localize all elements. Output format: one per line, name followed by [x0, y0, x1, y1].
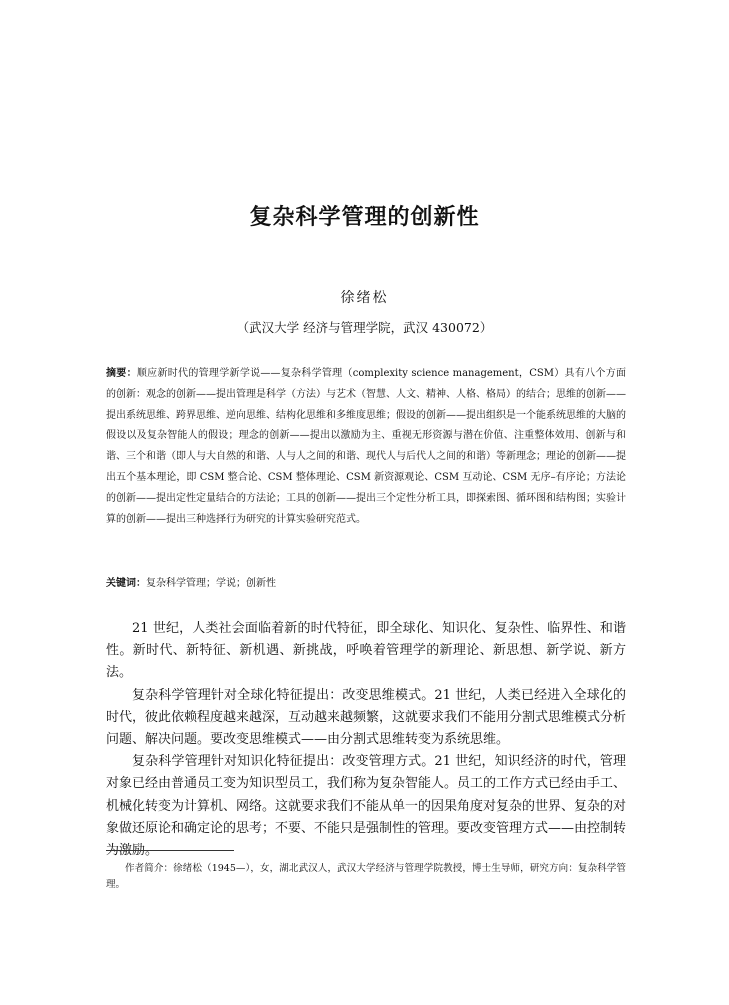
paper-title: 复杂科学管理的创新性	[249, 204, 480, 230]
author-footnote: 作者简介：徐绪松（1945—），女，湖北武汉人，武汉大学经济与管理学院教授，博士生导师，研究方向：复杂科学管理。	[106, 863, 626, 890]
abstract-label: 摘要：	[106, 368, 137, 379]
abstract-text: 顺应新时代的管理学新学说——复杂科学管理（complexity science management，CSM）具有八个方面的创新：观念的创新——提出管理是科学（方法）与艺术（智慧、人文、精神、人格、格局）的结合；思维的创新——提出系统思维、跨界思维、逆向思维、结构化思维和多维度思维；假设的创新——提出组织是一个能系统思维的大脑的假设以及复杂智能人的假设；理念的创新——提出以激励为主、重视无形资源与潜在价值、注重整体效用、创新与和谐、三个和谐（即人与大自然的和谐、人与人之间的和谐、现代人与后代人之间的和谐）等新理念；理论的创新——提出五个基本理论，即 CSM 整合论、CSM 整体理论、CSM 新资源观论、CSM 互动论、CSM 无序–有序论；方法论的创新——提出定性定量结合的方法论；工具的创新——提出三个定性分析工具，即探索图、循环图和结构图；实验计算的创新——提出三种选择行为研究的计算实验研究范式。	[106, 368, 627, 525]
author-name: 徐绪松	[340, 290, 389, 306]
body-text	[106, 618, 626, 862]
paragraph: 21 世纪，人类社会面临着新的时代特征，即全球化、知识化、复杂性、临界性、和谐性。新时代、新特征、新机遇、新挑战，呼唤着管理学的新理论、新思想、新学说、新方法。	[106, 621, 626, 681]
paragraph: 复杂科学管理针对全球化特征提出：改变思维模式。21 世纪，人类已经进入全球化的时代，彼此依赖程度越来越深，互动越来越频繁，这就要求我们不能用分割式思维模式分析问题、解决问题。要改变思维模式——由分割式思维转变为系统思维。	[106, 687, 627, 748]
paragraph: 复杂科学管理针对知识化特征提出：改变管理方式。21 世纪，知识经济的时代，管理对象已经由普通员工变为知识型员工，我们称为复杂智能人。员工的工作方式已经由手工、机械化转变为计算机、网络。这就要求我们不能从单一的因果角度对复杂的世界、复杂的对象做还原论和确定论的思考；不要、不能只是强制性的管理。要改变管理方式——由控制转为激励。	[106, 754, 627, 859]
keywords-label: 关键词：	[106, 578, 146, 589]
footnote-divider	[106, 850, 234, 851]
keywords-text: 复杂科学管理；学说；创新性	[146, 578, 276, 589]
keywords	[106, 576, 626, 592]
abstract	[106, 364, 626, 530]
author-affiliation: （武汉大学 经济与管理学院，武汉 430072）	[236, 320, 493, 335]
